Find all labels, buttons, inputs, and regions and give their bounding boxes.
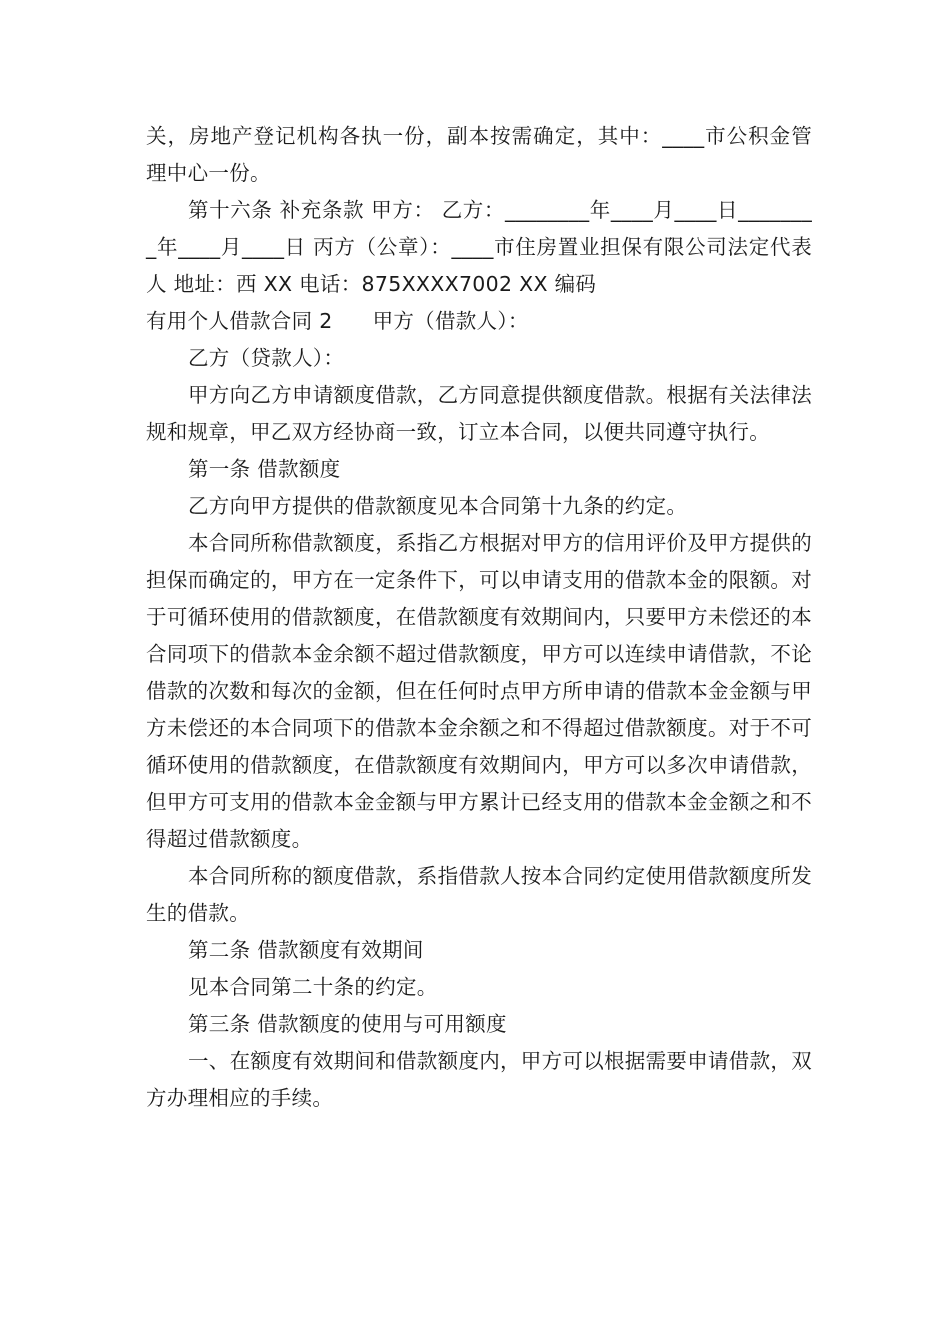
contract-heading-line: [146, 303, 812, 340]
party-b-label: 乙方（贷款人）：: [188, 346, 345, 370]
paragraph-article-16: 第十六条 补充条款 甲方： 乙方：________年____月____日________年____月____日 丙方（公章）：____市住房置业担保有限公司法定代表人 地址：西 XX 电话：875XXXX7002 XX 编码: [146, 198, 812, 296]
party-a-label: 甲方（借款人）：: [372, 309, 529, 333]
article-1-paragraph-1: 乙方向甲方提供的借款额度见本合同第十九条的约定。: [188, 494, 688, 518]
contract-title: 有用个人借款合同 2: [146, 309, 333, 333]
article-1-paragraph-2: 本合同所称借款额度，系指乙方根据对甲方的信用评价及甲方提供的担保而确定的，甲方在一定条件下，可以申请支用的借款本金的限额。对于可循环使用的借款额度，在借款额度有效期间内，只要甲方未偿还的本合同项下的借款本金余额不超过借款额度，甲方可以连续申请借款，不论借款的次数和每次的金额，但在任何时点甲方所申请的借款本金金额与甲方未偿还的本合同项下的借款本金余额之和不得超过借款额度。对于不可循环使用的借款额度，在借款额度有效期间内，甲方可以多次申请借款，但甲方可支用的借款本金金额与甲方累计已经支用的借款本金金额之和不得超过借款额度。: [146, 531, 812, 851]
document-body: [146, 118, 812, 1117]
paragraph-1: 关，房地产登记机构各执一份，副本按需确定，其中：____市公积金管理中心一份。: [146, 124, 812, 185]
article-2-paragraph: 见本合同第二十条的约定。: [188, 975, 438, 999]
article-3-heading: 第三条 借款额度的使用与可用额度: [188, 1012, 507, 1036]
article-3-paragraph-1: 一、在额度有效期间和借款额度内，甲方可以根据需要申请借款，双方办理相应的手续。: [146, 1049, 812, 1110]
preamble-paragraph: 甲方向乙方申请额度借款，乙方同意提供额度借款。根据有关法律法规和规章，甲乙双方经协商一致，订立本合同，以便共同遵守执行。: [146, 383, 812, 444]
article-1-paragraph-3: 本合同所称的额度借款，系指借款人按本合同约定使用借款额度所发生的借款。: [146, 864, 812, 925]
article-1-heading: 第一条 借款额度: [188, 457, 341, 481]
article-2-heading: 第二条 借款额度有效期间: [188, 938, 424, 962]
